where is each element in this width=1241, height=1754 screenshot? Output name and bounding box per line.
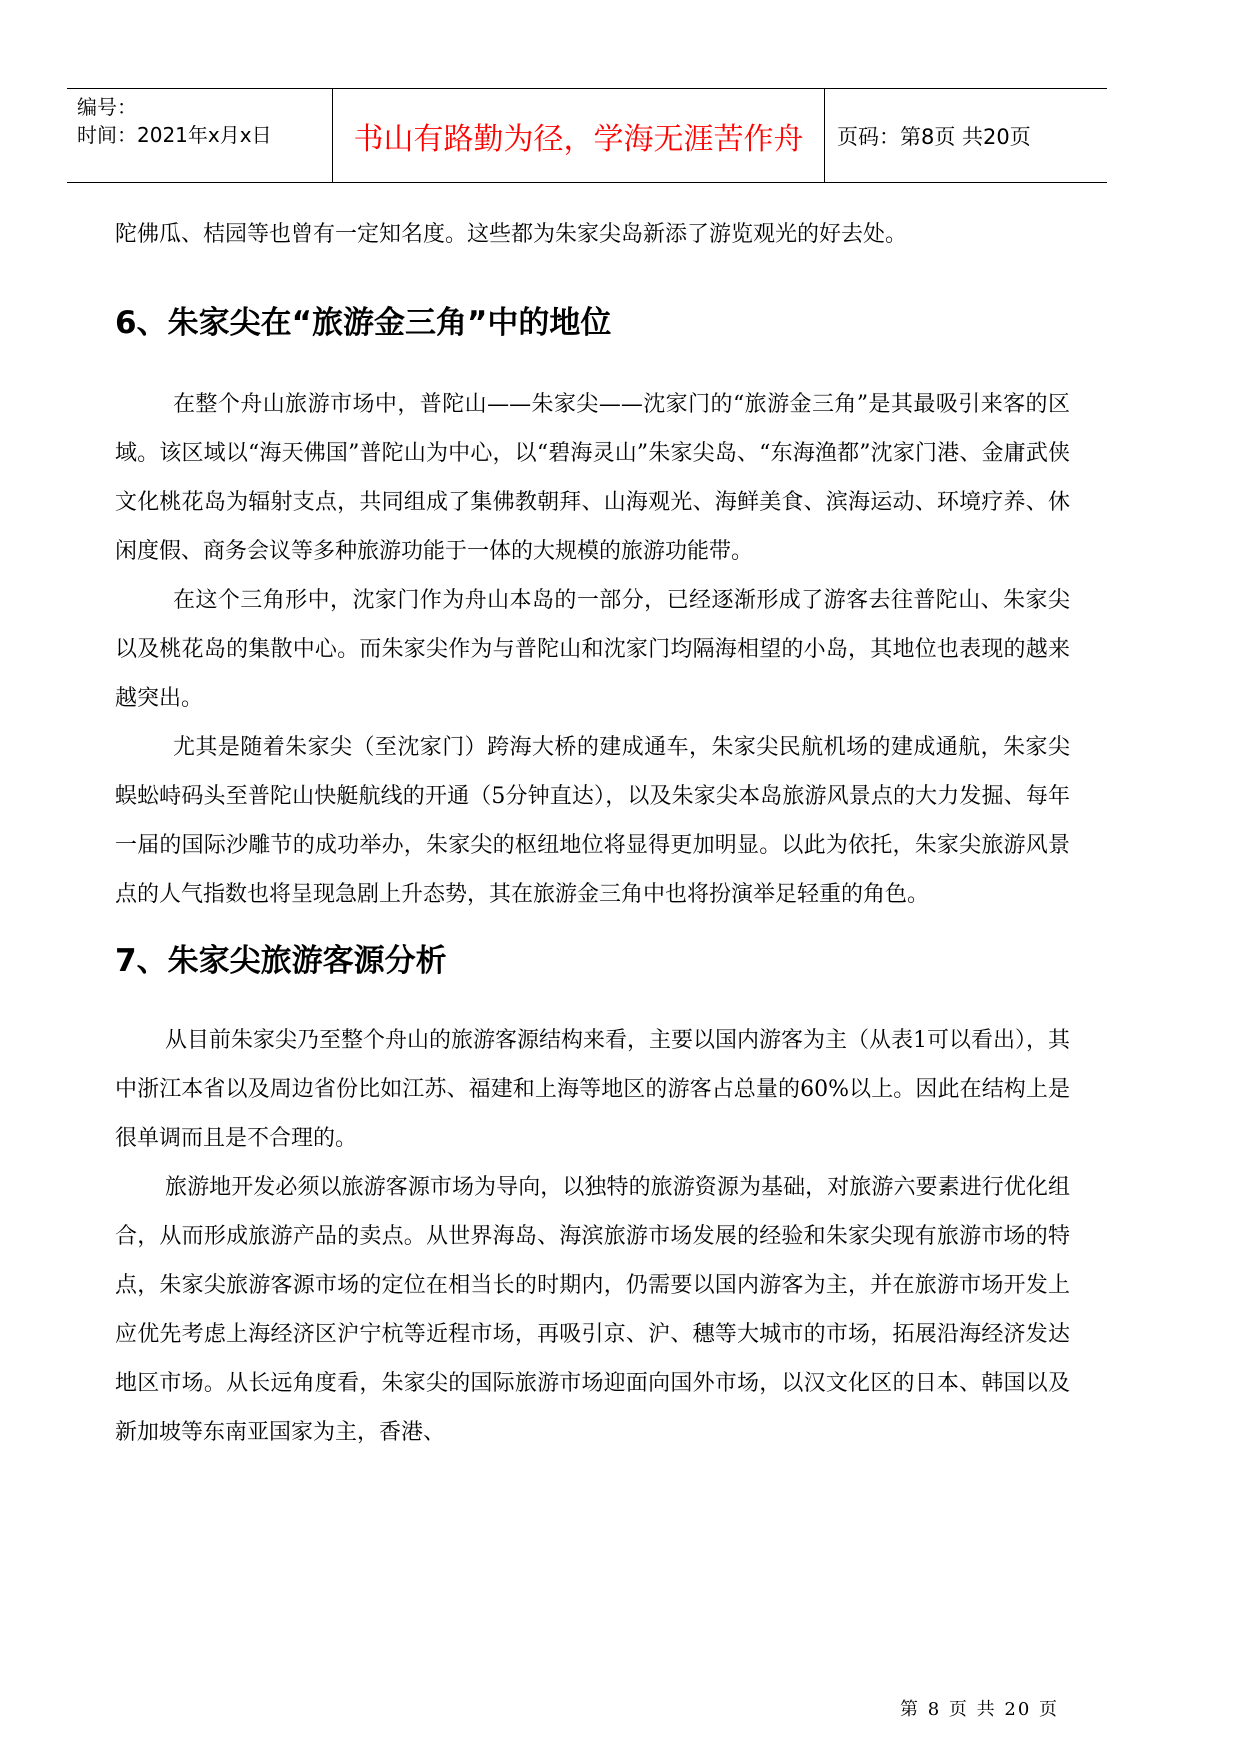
paragraph: 从目前朱家尖乃至整个舟山的旅游客源结构来看，主要以国内游客为主（从表1可以看出），其中浙江本省以及周边省份比如江苏、福建和上海等地区的游客占总量的60%以上。因此在结构上是很单调而且是不合理的。 [115,1028,1071,1151]
page-footer: 第 8 页 共 20 页 [900,1699,1059,1720]
header-motto: 书山有路勤为径，学海无涯苦作舟 [333,89,825,182]
header-page-code: 页码：第8页 共20页 [837,124,1031,149]
section-heading-7: 7、朱家尖旅游客源分析 [115,943,447,979]
page-header [67,88,1107,183]
section-heading-6: 6、朱家尖在“旅游金三角”中的地位 [115,305,612,341]
document-body [115,210,1070,1457]
document-number-label: 编号： [77,95,137,119]
paragraph: 在这个三角形中，沈家门作为舟山本岛的一部分，已经逐渐形成了游客去往普陀山、朱家尖以及桃花岛的集散中心。而朱家尖作为与普陀山和沈家门均隔海相望的小岛，其地位也表现的越来越突出。 [115,588,1070,711]
paragraph-continued: 陀佛瓜、桔园等也曾有一定知名度。这些都为朱家尖岛新添了游览观光的好去处。 [115,222,908,247]
paragraph: 旅游地开发必须以旅游客源市场为导向，以独特的旅游资源为基础，对旅游六要素进行优化组合，从而形成旅游产品的卖点。从世界海岛、海滨旅游市场发展的经验和朱家尖现有旅游市场的特点，朱家尖旅游客源市场的定位在相当长的时期内，仍需要以国内游客为主，并在旅游市场开发上应优先考虑上海经济区沪宁杭等近程市场，再吸引京、沪、穗等大城市的市场，拓展沿海经济发达地区市场。从长远角度看，朱家尖的国际旅游市场迎面向国外市场，以汉文化区的日本、韩国以及新加坡等东南亚国家为主，香港、 [115,1175,1070,1445]
header-meta [67,89,333,182]
paragraph: 在整个舟山旅游市场中，普陀山——朱家尖——沈家门的“旅游金三角”是其最吸引来客的区域。该区域以“海天佛国”普陀山为中心，以“碧海灵山”朱家尖岛、“东海渔都”沈家门港、金庸武侠文化桃花岛为辐射支点，共同组成了集佛教朝拜、山海观光、海鲜美食、滨海运动、环境疗养、休闲度假、商务会议等多种旅游功能于一体的大规模的旅游功能带。 [115,392,1070,564]
document-time: 时间：2021年x月x日 [77,123,272,147]
paragraph: 尤其是随着朱家尖（至沈家门）跨海大桥的建成通车，朱家尖民航机场的建成通航，朱家尖蜈蚣峙码头至普陀山快艇航线的开通（5分钟直达），以及朱家尖本岛旅游风景点的大力发掘、每年一届的国际沙雕节的成功举办，朱家尖的枢纽地位将显得更加明显。以此为依托，朱家尖旅游风景点的人气指数也将呈现急剧上升态势，其在旅游金三角中也将扮演举足轻重的角色。 [115,735,1070,907]
